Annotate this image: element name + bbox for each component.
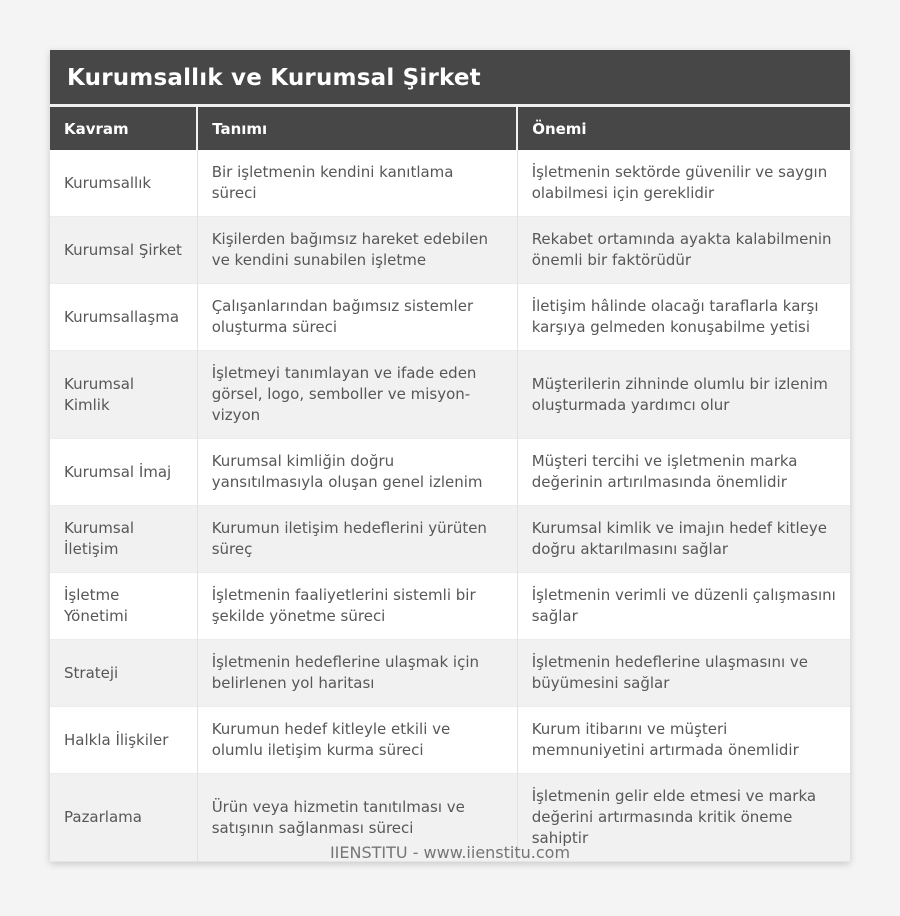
cell-kavram: Strateji xyxy=(64,663,119,682)
column-header-onemi: Önemi xyxy=(517,107,850,150)
column-header-kavram: Kavram xyxy=(50,107,197,150)
cell-kavram: Halkla İlişkiler xyxy=(64,730,169,749)
cell-onemi: Müşterilerin zihninde olumlu bir izlenim oluşturmada yardımcı olur xyxy=(517,351,850,439)
table-row xyxy=(50,506,850,573)
cell-tanimi: Çalışanlarından bağımsız sistemler oluşturma süreci xyxy=(197,284,517,351)
table-row xyxy=(50,640,850,707)
table-row xyxy=(50,217,850,284)
cell-kavram: Kurumsallık xyxy=(64,173,152,192)
cell-onemi: Kurum itibarını ve müşteri memnuniyetini artırmada önemlidir xyxy=(517,707,850,774)
cell-tanimi: Kurumsal kimliğin doğru yansıtılmasıyla oluşan genel izlenim xyxy=(197,439,517,506)
cell-kavram: Kurumsal İmaj xyxy=(64,462,172,481)
cell-onemi: İşletmenin hedeflerine ulaşmasını ve büyümesini sağlar xyxy=(517,640,850,707)
cell-onemi: İşletmenin gelir elde etmesi ve marka değerini artırmasında kritik öneme sahiptir xyxy=(517,774,850,862)
cell-kavram: İşletme Yönetimi xyxy=(64,586,128,625)
table-body xyxy=(50,150,850,862)
cell-tanimi: Kişilerden bağımsız hareket edebilen ve kendini sunabilen işletme xyxy=(197,217,517,284)
concepts-card xyxy=(50,50,850,862)
cell-kavram: Pazarlama xyxy=(64,808,142,826)
cell-tanimi: İşletmeyi tanımlayan ve ifade eden görsel, logo, semboller ve misyon- vizyon xyxy=(197,351,517,439)
cell-kavram: Kurumsal İletişim xyxy=(64,519,135,558)
table-row xyxy=(50,573,850,640)
cell-kavram: Kurumsallaşma xyxy=(64,307,180,326)
cell-tanimi: Bir işletmenin kendini kanıtlama süreci xyxy=(197,150,517,217)
cell-onemi: Müşteri tercihi ve işletmenin marka değerinin artırılmasında önemlidir xyxy=(517,439,850,506)
table-row xyxy=(50,150,850,217)
footer-attribution: IIENSTITU - www.iienstitu.com xyxy=(329,843,571,862)
table-row xyxy=(50,284,850,351)
cell-onemi: Kurumsal kimlik ve imajın hedef kitleye doğru aktarılmasını sağlar xyxy=(517,506,850,573)
cell-tanimi: Kurumun iletişim hedeflerini yürüten süreç xyxy=(197,506,517,573)
table-row xyxy=(50,439,850,506)
cell-onemi: İşletmenin sektörde güvenilir ve saygın olabilmesi için gereklidir xyxy=(517,150,850,217)
cell-onemi: İşletmenin verimli ve düzenli çalışmasını sağlar xyxy=(517,573,850,640)
cell-kavram: Kurumsal Kimlik xyxy=(64,374,135,414)
table-header xyxy=(50,107,850,150)
column-header-tanimi: Tanımı xyxy=(197,107,517,150)
concepts-table xyxy=(50,107,850,862)
cell-onemi: İletişim hâlinde olacağı taraflarla karşı karşıya gelmeden konuşabilme yetisi xyxy=(517,284,850,351)
table-row xyxy=(50,351,850,439)
cell-tanimi: İşletmenin hedeflerine ulaşmak için belirlenen yol haritası xyxy=(197,640,517,707)
page-title: Kurumsallık ve Kurumsal Şirket xyxy=(50,50,850,107)
cell-kavram: Kurumsal Şirket xyxy=(64,240,182,259)
cell-tanimi: Ürün veya hizmetin tanıtılması ve satışının sağlanması süreci xyxy=(197,774,517,862)
cell-onemi: Rekabet ortamında ayakta kalabilmenin önemli bir faktörüdür xyxy=(517,217,850,284)
table-row xyxy=(50,707,850,774)
cell-tanimi: Kurumun hedef kitleyle etkili ve olumlu iletişim kurma süreci xyxy=(197,707,517,774)
cell-tanimi: İşletmenin faaliyetlerini sistemli bir şekilde yönetme süreci xyxy=(197,573,517,640)
